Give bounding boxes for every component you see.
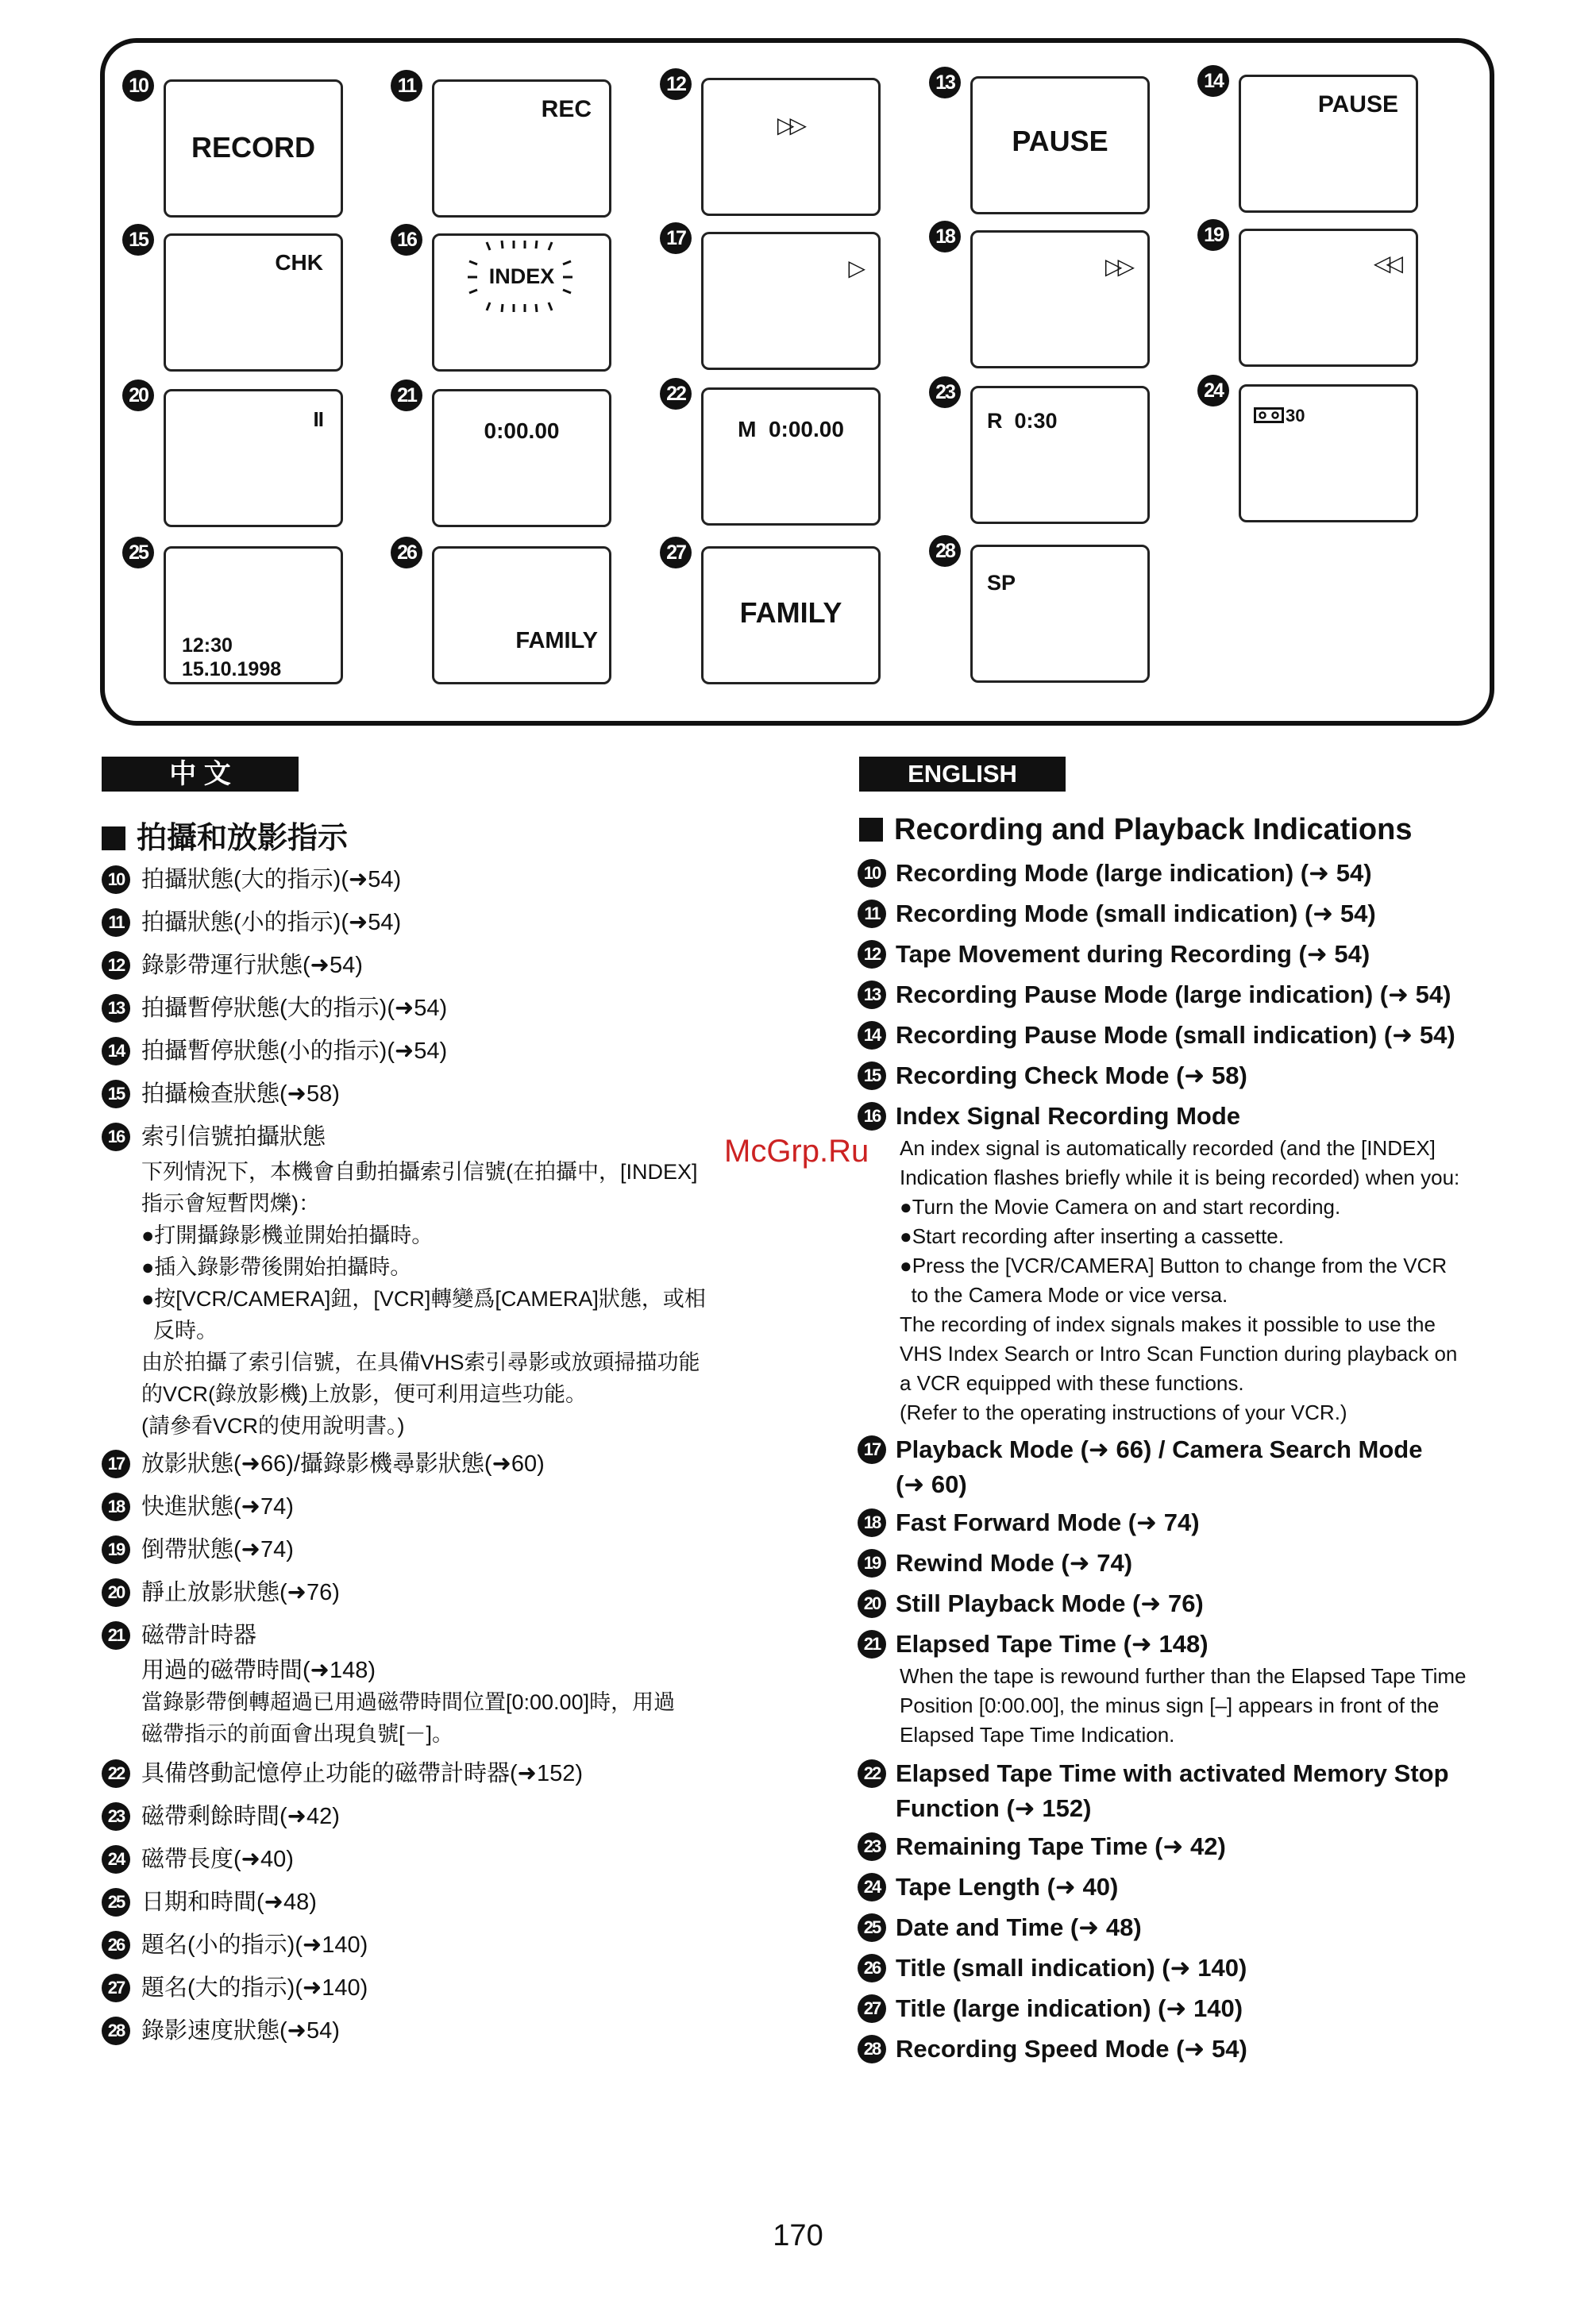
indication-text: REC [541, 96, 592, 122]
number-badge: 16 [391, 224, 422, 256]
speed-text: SP [987, 571, 1016, 595]
number-badge: 13 [858, 981, 886, 1009]
english-header: ENGLISH [859, 757, 1066, 792]
viewfinder-screen [1239, 384, 1418, 522]
index-text: INDEX [488, 264, 555, 288]
list-item: 16 索引信號拍攝狀態 [102, 1119, 753, 1156]
fast-forward-icon: ▷▷ [777, 113, 802, 137]
number-badge: 27 [660, 537, 692, 568]
chinese-header: 中 文 [102, 757, 299, 792]
number-badge: 10 [122, 70, 154, 102]
number-badge: 26 [391, 537, 422, 568]
list-item: 15 Recording Check Mode (➜ 58) [858, 1058, 1532, 1099]
number-badge: 25 [122, 537, 154, 568]
number-badge: 15 [858, 1061, 886, 1090]
screen-26 [368, 505, 638, 664]
list-item: 11 Recording Mode (small indication) (➜ 54) [858, 896, 1532, 937]
number-badge: 22 [660, 378, 692, 410]
tape-length-text: 30 [1286, 406, 1305, 426]
indication-text: M 0:00.00 [738, 417, 844, 441]
viewfinder-screen [701, 546, 881, 684]
index-description: 下列情況下，本機會自動拍攝索引信號(在拍攝中，[INDEX] 指示會短暫閃爍)： ●打開攝錄影機並開始拍攝時。 ●插入錄影帶後開始拍攝時。 ●按[VCR/CAMERA]鈕，[VCR]轉變爲[CAMERA]狀態，或相 反時。 由於拍攝了索引信號，在具備VHS索引尋影或放頭掃描功能 的VCR(錄放影機)上放影，便可利用這些功能。 (請參看VCR的使用說明書。) [141, 1160, 706, 1438]
number-badge: 28 [858, 2035, 886, 2063]
number-badge: 17 [102, 1450, 130, 1478]
screen-10 [100, 38, 370, 197]
rewind-icon: ◁◁ [1373, 251, 1398, 275]
number-badge: 12 [660, 68, 692, 100]
number-badge: 12 [102, 951, 130, 980]
list-item: 24 磁帶長度(➜40) [102, 1842, 753, 1885]
title-text: FAMILY [515, 628, 598, 653]
screen-19 [1175, 187, 1445, 346]
list-item: 20 靜止放影狀態(➜76) [102, 1575, 753, 1618]
number-badge: 26 [102, 1931, 130, 1959]
indication-text: RECORD [191, 131, 315, 164]
number-badge: 10 [858, 859, 886, 888]
screen-27 [638, 505, 908, 664]
list-item: 12 錄影帶運行狀態(➜54) [102, 948, 753, 991]
list-item: 13 拍攝暫停狀態(大的指示)(➜54) [102, 991, 753, 1034]
list-item: 25 日期和時間(➜48) [102, 1885, 753, 1928]
chinese-title: 拍攝和放影指示 [102, 813, 348, 857]
number-badge: 22 [858, 1759, 886, 1788]
list-item: 16 Index Signal Recording Mode [858, 1099, 1532, 1134]
list-item: 19 倒帶狀態(➜74) [102, 1532, 753, 1575]
number-badge: 23 [858, 1832, 886, 1861]
tape-time-description: When the tape is rewound further than the Elapsed Tape Time Position [0:00.00], the minus sign [–] appears in front of the Elapsed Tape Time Indication. [900, 1664, 1467, 1747]
list-item: 24 Tape Length (➜ 40) [858, 1870, 1532, 1910]
chinese-list [102, 862, 753, 2056]
screen-14 [1175, 33, 1445, 192]
indication-text: R 0:30 [987, 409, 1058, 433]
number-badge: 14 [102, 1037, 130, 1065]
number-badge: 15 [122, 224, 154, 256]
list-item: 28 Recording Speed Mode (➜ 54) [858, 2032, 1532, 2072]
number-badge: 27 [858, 1994, 886, 2023]
number-badge: 26 [858, 1954, 886, 1982]
list-item: 20 Still Playback Mode (➜ 76) [858, 1586, 1532, 1627]
number-badge: 10 [102, 865, 130, 894]
indication-text: 0:00.00 [484, 418, 560, 443]
number-badge: 16 [102, 1123, 130, 1151]
date-text: 15.10.1998 [182, 658, 282, 680]
list-item: 26 Title (small indication) (➜ 140) [858, 1951, 1532, 1991]
screen-22 [638, 346, 908, 505]
number-badge: 11 [858, 900, 886, 928]
number-badge: 18 [929, 221, 961, 252]
list-item: 17 放影狀態(➜66)/攝錄影機尋影狀態(➜60) [102, 1447, 753, 1489]
list-item: 13 Recording Pause Mode (large indication) (➜ 54) [858, 977, 1532, 1018]
indication-text: CHK [275, 250, 323, 275]
screen-11 [368, 38, 638, 197]
number-badge: 21 [391, 380, 422, 411]
list-item: 18 快進狀態(➜74) [102, 1489, 753, 1532]
list-item: 21 磁帶計時器 [102, 1618, 753, 1655]
list-item: 11 拍攝狀態(小的指示)(➜54) [102, 905, 753, 948]
list-item: 23 Remaining Tape Time (➜ 42) [858, 1829, 1532, 1870]
viewfinder-screen [164, 546, 343, 684]
list-item: 28 錄影速度狀態(➜54) [102, 2013, 753, 2056]
watermark: McGrp.Ru [724, 1134, 869, 1169]
tape-time-description: 用過的磁帶時間(➜148) 當錄影帶倒轉超過已用過磁帶時間位置[0:00.00]時，用過 磁帶指示的前面會出現負號[－]。 [141, 1658, 676, 1746]
index-description: An index signal is automatically recorded (and the [INDEX] Indication flashes briefly while it is being recorded) when you: ●Turn the Movie Camera on and start recording. ●Start recording after inserting a cassette. ●Press the [VCR/CAMERA] Button to change from the VCR to the Camera Mode or vice versa. The recording of index signals makes it possible to use the VHS Index Search or Intro Scan Function during playback on a VCR equipped with these functions. (Refer to the operating instructions of your VCR.) [900, 1136, 1460, 1424]
list-item: 26 題名(小的指示)(➜140) [102, 1928, 753, 1971]
viewfinder-screen [970, 545, 1150, 683]
screen-28 [907, 503, 1177, 662]
number-badge: 18 [102, 1493, 130, 1521]
number-badge: 24 [858, 1873, 886, 1901]
square-bullet-icon [102, 826, 125, 850]
play-icon: ▷ [848, 256, 861, 280]
number-badge: 14 [1197, 65, 1229, 97]
cassette-icon [1254, 407, 1284, 423]
english-list [858, 856, 1532, 2072]
list-item: 21 Elapsed Tape Time (➜ 148) [858, 1627, 1532, 1662]
list-item: 23 磁帶剩餘時間(➜42) [102, 1799, 753, 1842]
screen-18 [907, 189, 1177, 348]
screen-12 [638, 37, 908, 195]
list-item: 14 Recording Pause Mode (small indication) (➜ 54) [858, 1018, 1532, 1058]
number-badge: 12 [858, 940, 886, 969]
number-badge: 18 [858, 1508, 886, 1537]
number-badge: 28 [102, 2017, 130, 2045]
list-item: 10 Recording Mode (large indication) (➜ 54) [858, 856, 1532, 896]
number-badge: 21 [102, 1621, 130, 1650]
title-text: FAMILY [739, 596, 842, 629]
pause-icon: II [313, 407, 323, 431]
list-item: 19 Rewind Mode (➜ 74) [858, 1546, 1532, 1586]
number-badge: 22 [102, 1759, 130, 1788]
list-item: 25 Date and Time (➜ 48) [858, 1910, 1532, 1951]
number-badge: 16 [858, 1102, 886, 1131]
screen-15 [100, 192, 370, 351]
list-item: 14 拍攝暫停狀態(小的指示)(➜54) [102, 1034, 753, 1077]
screen-24 [1175, 343, 1445, 502]
english-title: Recording and Playback Indications [859, 813, 1413, 847]
screen-23 [907, 345, 1177, 503]
screen-17 [638, 191, 908, 349]
list-item: 10 拍攝狀態(大的指示)(➜54) [102, 862, 753, 905]
number-badge: 23 [102, 1802, 130, 1831]
indication-text: PAUSE [1012, 125, 1108, 157]
list-item: 18 Fast Forward Mode (➜ 74) [858, 1505, 1532, 1546]
list-item: 22 具備啓動記憶停止功能的磁帶計時器(➜152) [102, 1756, 753, 1799]
number-badge: 17 [660, 222, 692, 254]
screen-25 [100, 505, 370, 680]
number-badge: 20 [858, 1589, 886, 1618]
list-item: 15 拍攝檢查狀態(➜58) [102, 1077, 753, 1119]
viewfinder-screen [432, 546, 611, 684]
screen-13 [907, 35, 1177, 194]
number-badge: 11 [391, 70, 422, 102]
number-badge: 14 [858, 1021, 886, 1050]
number-badge: 13 [929, 67, 961, 98]
square-bullet-icon [859, 818, 883, 842]
number-badge: 23 [929, 376, 961, 408]
number-badge: 15 [102, 1080, 130, 1108]
number-badge: 27 [102, 1974, 130, 2002]
number-badge: 20 [122, 380, 154, 411]
number-badge: 21 [858, 1630, 886, 1659]
fast-forward-icon: ▷▷ [1104, 254, 1130, 279]
screen-16 [368, 192, 638, 351]
list-item: 17 Playback Mode (➜ 66) / Camera Search Mode (➜ 60) [858, 1432, 1532, 1505]
number-badge: 19 [1197, 219, 1229, 251]
number-badge: 19 [858, 1549, 886, 1578]
list-item: 12 Tape Movement during Recording (➜ 54) [858, 937, 1532, 977]
number-badge: 25 [858, 1913, 886, 1942]
screen-20 [100, 348, 370, 507]
number-badge: 25 [102, 1888, 130, 1917]
number-badge: 28 [929, 535, 961, 567]
number-badge: 13 [102, 994, 130, 1023]
list-item: 22 Elapsed Tape Time with activated Memory Stop Function (➜ 152) [858, 1756, 1532, 1829]
number-badge: 24 [1197, 375, 1229, 406]
number-badge: 17 [858, 1435, 886, 1464]
number-badge: 20 [102, 1578, 130, 1607]
number-badge: 19 [102, 1535, 130, 1564]
time-text: 12:30 [182, 634, 233, 657]
list-item: 27 題名(大的指示)(➜140) [102, 1971, 753, 2013]
screen-21 [368, 348, 638, 507]
number-badge: 11 [102, 908, 130, 937]
page-number: 170 [773, 2219, 823, 2252]
number-badge: 24 [102, 1845, 130, 1874]
list-item: 27 Title (large indication) (➜ 140) [858, 1991, 1532, 2032]
indication-text: PAUSE [1317, 91, 1398, 118]
